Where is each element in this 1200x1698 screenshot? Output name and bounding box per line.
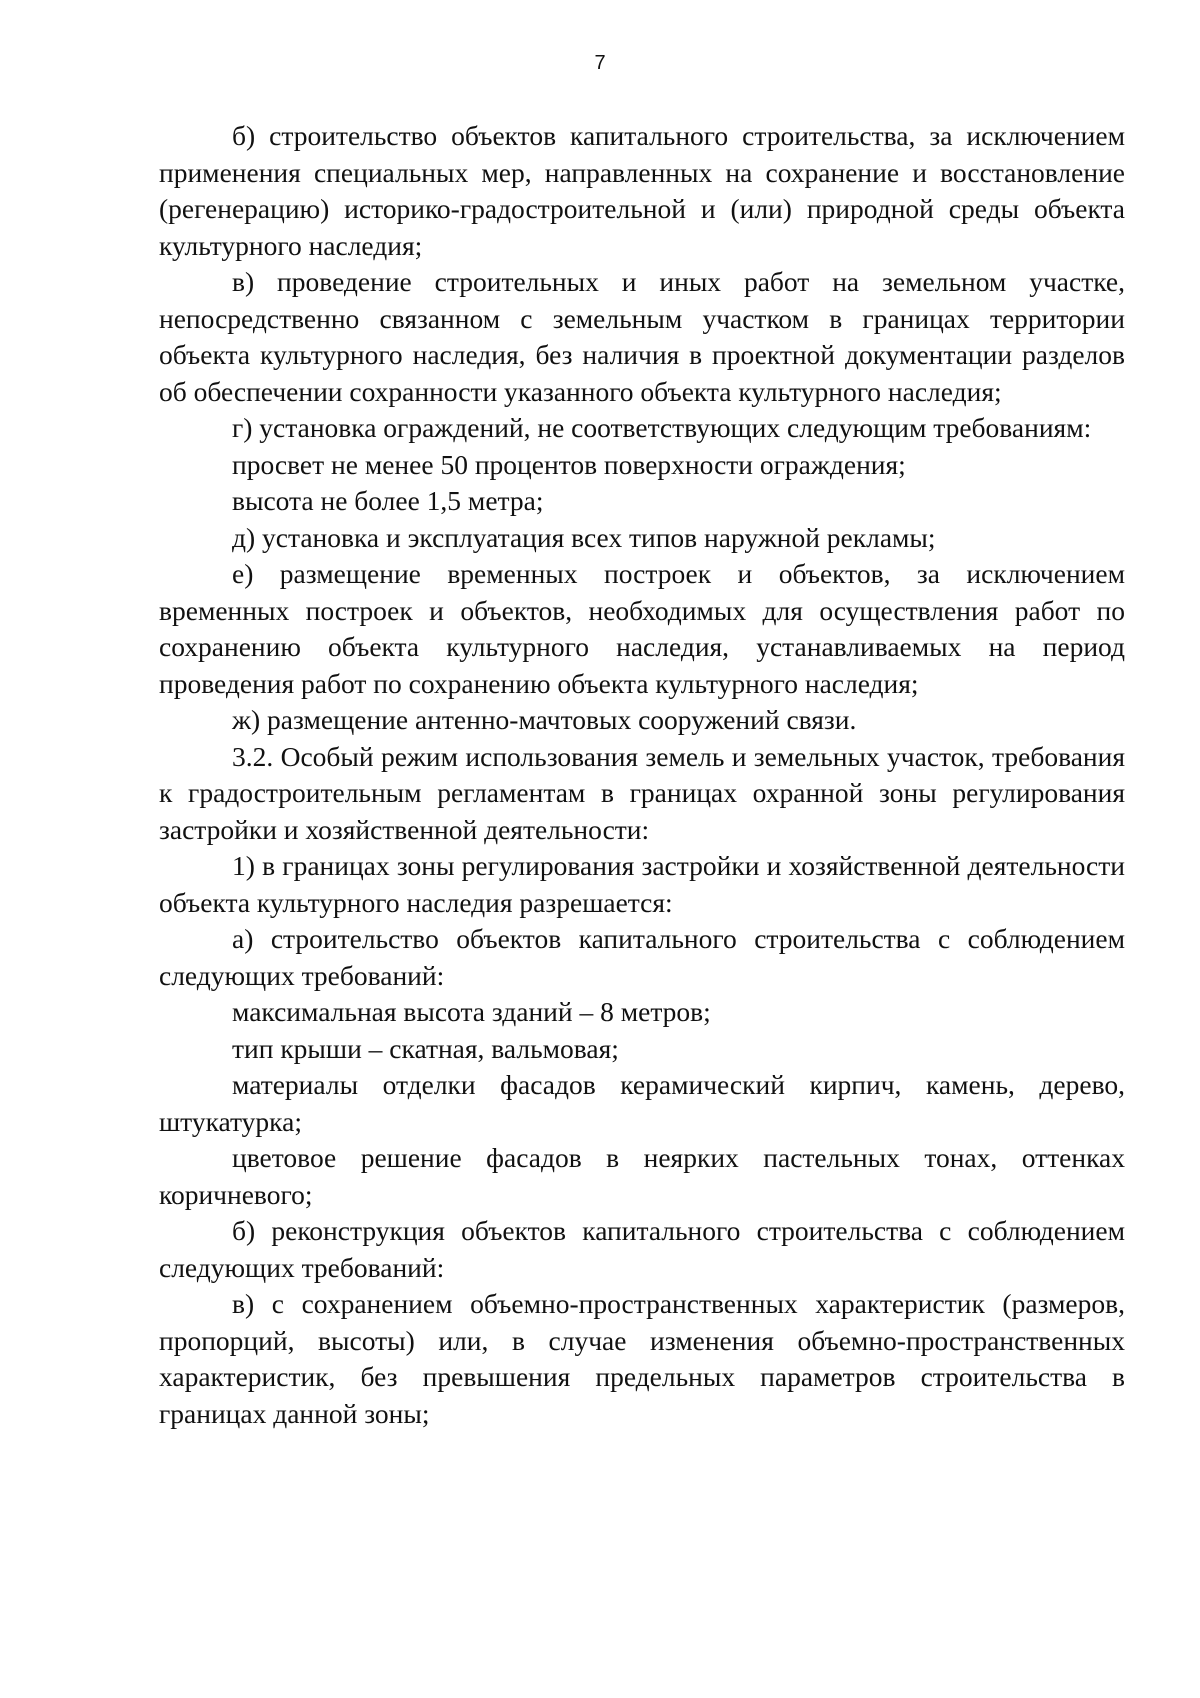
paragraph-b-reconstruction: б) реконструкция объектов капитального строительства с соблюдением следующих требований: <box>159 1215 1125 1283</box>
paragraph-section-3-2: 3.2. Особый режим использования земель и земельных участок, требования к градостроительным регламентам в границах охранной зоны регулирования застройки и хозяйственной деятельности: <box>159 740 1125 845</box>
paragraph-e-temporary-buildings: е) размещение временных построек и объектов, за исключением временных построек и объектов, необходимых для осуществления работ по сохранению объекта культурного наследия, устанавливаемых на период проведения работ по сохранению объекта культурного наследия; <box>159 558 1125 699</box>
paragraph-fence-height: высота не более 1,5 метра; <box>232 485 544 516</box>
paragraph-d-advertising: д) установка и эксплуатация всех типов наружной рекламы; <box>232 521 936 553</box>
paragraph-fence-gap: просвет не менее 50 процентов поверхности ограждения; <box>232 448 906 480</box>
paragraph-facade-colors: цветовое решение фасадов в неярких пастельных тонах, оттенках коричневого; <box>159 1142 1125 1210</box>
document-body <box>159 118 1125 1432</box>
paragraph-b-prohibition: б) строительство объектов капитального строительства, за исключением применения специальных мер, направленных на сохранение и восстановление (регенерацию) историко-градостроительной и (или) природной среды объекта культурного наследия; <box>159 120 1125 261</box>
paragraph-roof-type: тип крыши – скатная, вальмовая; <box>232 1032 619 1064</box>
paragraph-a-construction: а) строительство объектов капитального строительства с соблюдением следующих требований: <box>159 923 1125 991</box>
page-number: 7 <box>594 52 606 74</box>
paragraph-v-preservation: в) с сохранением объемно-пространственных характеристик (размеров, пропорций, высоты) или, в случае изменения объемно-пространственных характеристик, без превышения предельных параметров строительства в границах данной зоны; <box>159 1288 1125 1429</box>
paragraph-zh-antennas: ж) размещение антенно-мачтовых сооружений связи. <box>232 704 857 735</box>
paragraph-g-fences: г) установка ограждений, не соответствующих следующим требованиям: <box>232 412 1092 443</box>
paragraph-facade-materials: материалы отделки фасадов керамический кирпич, камень, дерево, штукатурка; <box>159 1069 1125 1137</box>
paragraph-max-height: максимальная высота зданий – 8 метров; <box>232 996 711 1027</box>
paragraph-v-prohibition: в) проведение строительных и иных работ на земельном участке, непосредственно связанном с земельным участком в границах территории объекта культурного наследия, без наличия в проектной документации разделов об обеспечении сохранности указанного объекта культурного наследия; <box>159 266 1125 407</box>
paragraph-1-allowed: 1) в границах зоны регулирования застройки и хозяйственной деятельности объекта культурного наследия разрешается: <box>159 850 1125 918</box>
